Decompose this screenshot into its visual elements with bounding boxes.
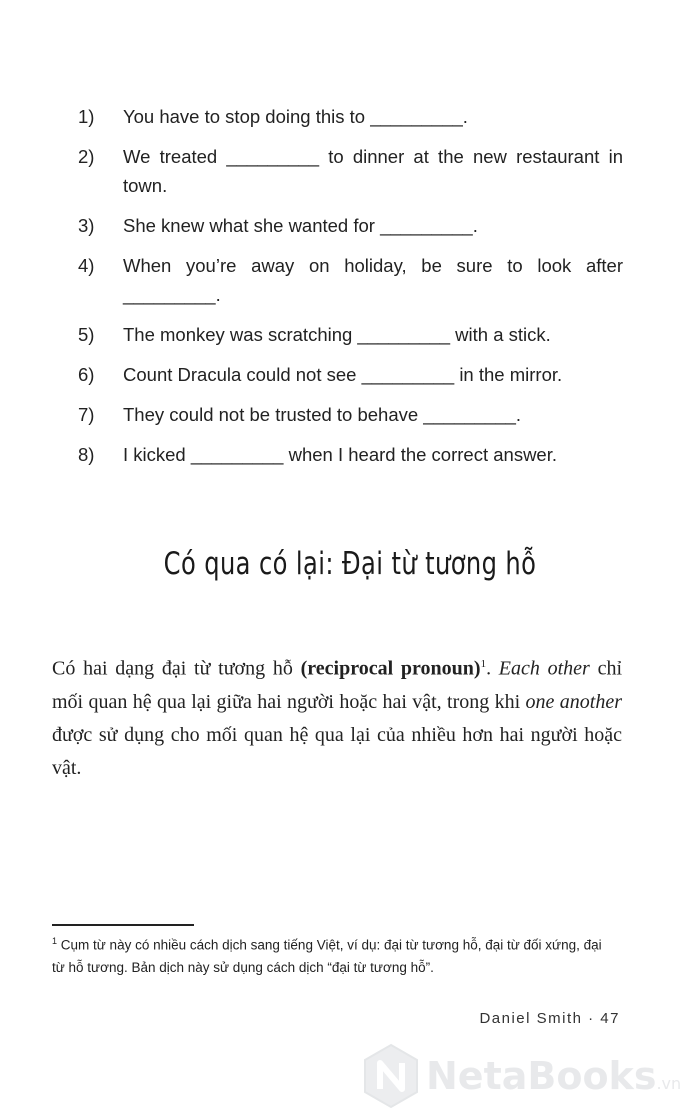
exercise-number: 1) — [78, 106, 95, 127]
exercise-number: 5) — [78, 324, 95, 345]
exercise-text: Count Dracula could not see _________ in the mirror. — [123, 364, 563, 385]
para-text: . — [486, 657, 499, 680]
exercise-number: 4) — [78, 255, 95, 276]
exercise-text: When you’re away on holiday, be sure to look after _________. — [123, 255, 623, 305]
exercise-text: She knew what she wanted for _________. — [123, 215, 478, 236]
watermark-suffix: .vn — [656, 1074, 682, 1093]
watermark — [362, 1038, 692, 1114]
footnote-number: 1 — [52, 936, 58, 946]
exercise-item-1 — [78, 102, 623, 131]
exercise-item-2 — [78, 142, 623, 200]
exercise-text: You have to stop doing this to _________. — [123, 106, 468, 127]
watermark-brand: NetaBooks.vn — [426, 1054, 682, 1098]
footnote-divider — [52, 924, 194, 926]
exercise-text: They could not be trusted to behave _________. — [123, 404, 522, 425]
exercise-number: 7) — [78, 404, 95, 425]
para-italic-term: Each other — [498, 657, 590, 680]
exercise-item-4 — [78, 251, 623, 309]
running-footer: Daniel Smith · 47 — [479, 1010, 620, 1027]
exercise-text: The monkey was scratching _________ with a stick. — [123, 324, 551, 345]
para-text: Có hai dạng đại từ tương hỗ — [52, 657, 301, 680]
para-text: chỉ mối quan hệ qua lại giữa hai người hoặc hai vật, trong khi — [52, 657, 623, 713]
body-paragraph — [52, 648, 622, 785]
exercise-number: 6) — [78, 364, 95, 385]
exercise-text: I kicked _________ when I heard the correct answer. — [123, 444, 557, 465]
exercise-list — [78, 102, 623, 480]
footnote-text: Cụm từ này có nhiều cách dịch sang tiếng Việt, ví dụ: đại từ tương hỗ, đại từ đối xứng, đại từ hỗ tương. Bản dịch này sử dụng cách dịch “đại từ tương hỗ”. — [52, 937, 602, 975]
exercise-item-7 — [78, 400, 623, 429]
exercise-number: 8) — [78, 444, 95, 465]
para-bold-term: (reciprocal pronoun) — [300, 657, 481, 680]
footnote-reference: 1 — [480, 658, 487, 670]
exercise-text: We treated _________ to dinner at the new restaurant in town. — [123, 146, 623, 196]
para-italic-term: one another — [525, 690, 623, 713]
footnote — [52, 930, 612, 979]
netabooks-logo-icon — [362, 1043, 420, 1109]
exercise-item-3 — [78, 211, 623, 240]
exercise-item-8 — [78, 440, 623, 469]
exercise-number: 2) — [78, 146, 95, 167]
exercise-item-6 — [78, 360, 623, 389]
exercise-number: 3) — [78, 215, 95, 236]
para-text: được sử dụng cho mối quan hệ qua lại của nhiều hơn hai người hoặc vật. — [52, 723, 622, 779]
exercise-item-5 — [78, 320, 623, 349]
section-heading: Có qua có lại: Đại từ tương hỗ — [163, 546, 537, 582]
